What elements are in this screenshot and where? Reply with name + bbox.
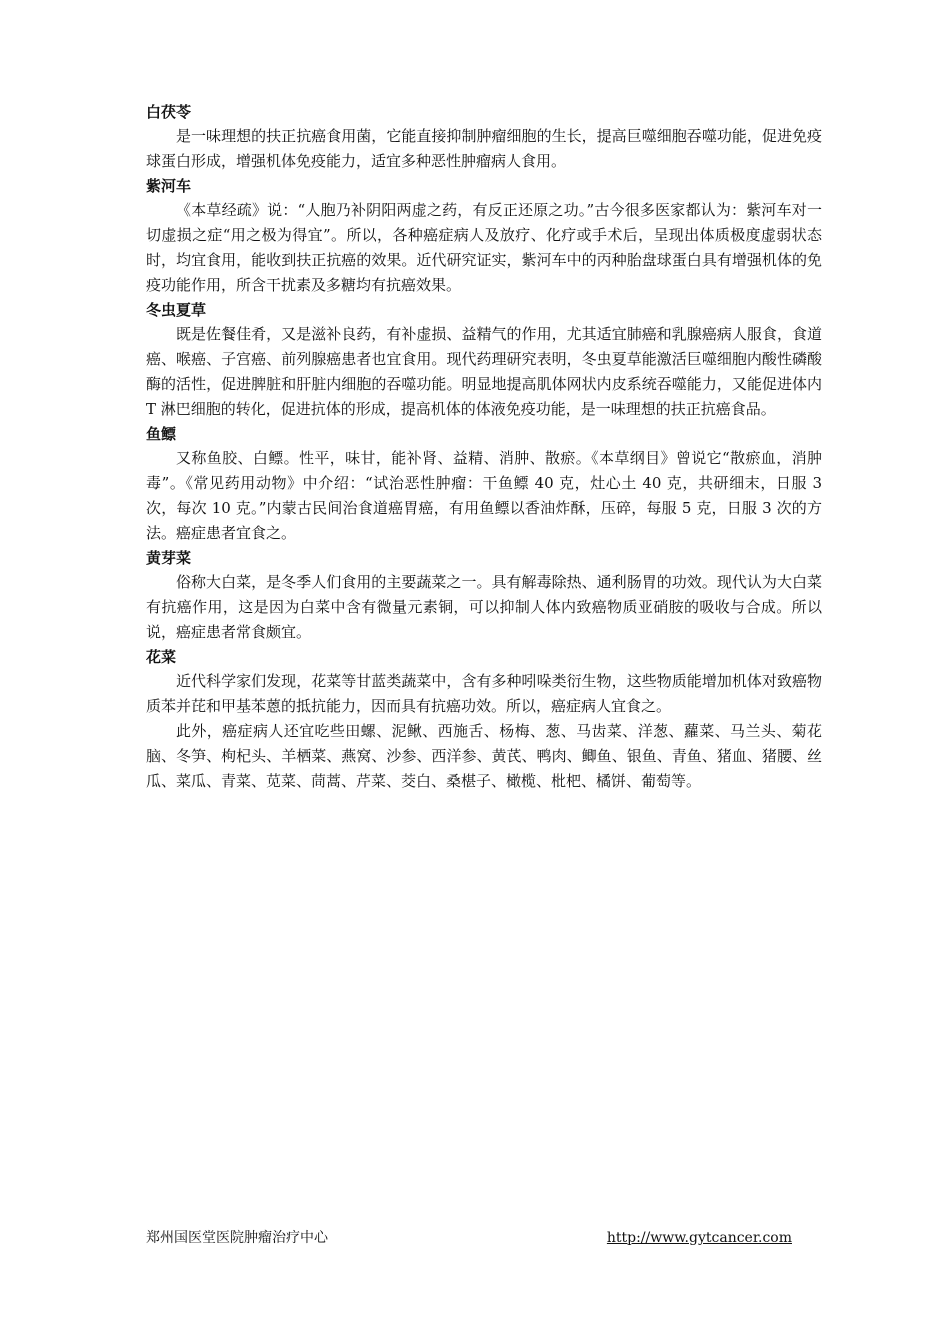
section-heading-ziheche: 紫河车 (146, 177, 192, 195)
section-heading-huacai: 花菜 (146, 648, 177, 666)
section-paragraph: 是一味理想的扶正抗癌食用菌，它能直接抑制肿瘤细胞的生长，提高巨噬细胞吞噬功能，促进免疫球蛋白形成，增强机体免疫能力，适宜多种恶性肿瘤病人食用。 (146, 127, 822, 170)
section-heading-huangyacai: 黄芽菜 (146, 549, 192, 567)
section-heading-dongchongxiacao: 冬虫夏草 (146, 301, 207, 319)
section-paragraph: 近代科学家们发现，花菜等甘蓝类蔬菜中，含有多种吲哚类衍生物，这些物质能增加机体对致癌物质苯并芘和甲基苯蒽的抵抗能力，因而具有抗癌功效。所以，癌症病人宜食之。 (146, 672, 822, 715)
section-paragraph: 此外，癌症病人还宜吃些田螺、泥鳅、西施舌、杨梅、葱、马齿菜、洋葱、蘿菜、马兰头、菊花脑、冬笋、枸杞头、羊栖菜、燕窝、沙参、西洋参、黄芪、鸭肉、鲫鱼、银鱼、青鱼、猪血、猪腰、丝瓜、菜瓜、青菜、苋菜、茼蒿、芹菜、茭白、桑椹子、橄榄、枇杷、橘饼、葡萄等。 (146, 722, 822, 790)
section-heading-baifuling: 白茯苓 (146, 103, 192, 121)
footer-website-link[interactable]: http://www.gytcancer.com (606, 1230, 792, 1246)
section-paragraph: 俗称大白菜，是冬季人们食用的主要蔬菜之一。具有解毒除热、通利肠胃的功效。现代认为大白菜有抗癌作用，这是因为白菜中含有微量元素铜，可以抑制人体内致癌物质亚硝胺的吸收与合成。所以说，癌症患者常食颇宜。 (146, 573, 822, 641)
section-heading-yubiao: 鱼鳔 (146, 425, 177, 443)
section-paragraph: 又称鱼胶、白鳔。性平，味甘，能补肾、益精、消肿、散瘀。《本草纲目》曾说它“散瘀血，消肿毒”。《常见药用动物》中介绍：“试治恶性肿瘤：干鱼鳔 40 克，灶心土 40 克，共研细末，日服 3 次，每次 10 克。”内蒙古民间治食道癌胃癌，有用鱼鳔以香油炸酥，压碎，每服 5 克，日服 3 次的方法。癌症患者宜食之。 (146, 449, 822, 542)
article-body (146, 100, 822, 794)
section-paragraph: 《本草经疏》说：“人胞乃补阴阳两虚之药，有反正还原之功。”古今很多医家都认为：紫河车对一切虚损之症“用之极为得宜”。所以，各种癌症病人及放疗、化疗或手术后，呈现出体质极度虚弱状态时，均宜食用，能收到扶正抗癌的效果。近代研究证实，紫河车中的丙种胎盘球蛋白具有增强机体的免疫功能作用，所含干扰素及多糖均有抗癌效果。 (146, 201, 822, 294)
section-paragraph: 既是佐餐佳肴，又是滋补良药，有补虚损、益精气的作用，尤其适宜肺癌和乳腺癌病人服食，食道癌、喉癌、子宫癌、前列腺癌患者也宜食用。现代药理研究表明，冬虫夏草能激活巨噬细胞内酸性磷酸酶的活性，促进脾脏和肝脏内细胞的吞噬功能。明显地提高肌体网状内皮系统吞噬能力，又能促进体内 T 淋巴细胞的转化，促进抗体的形成，提高机体的体液免疫功能，是一味理想的扶正抗癌食品。 (146, 325, 822, 418)
footer-organization: 郑州国医堂医院肿瘤治疗中心 (146, 1230, 328, 1246)
